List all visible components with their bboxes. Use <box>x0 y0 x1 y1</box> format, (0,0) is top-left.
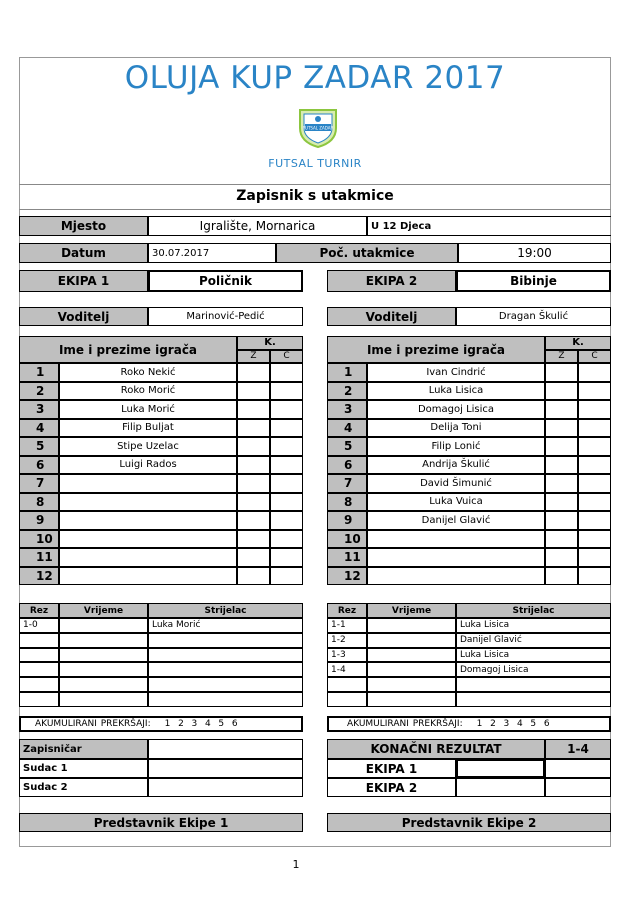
red-card-cell <box>578 548 611 567</box>
player-name: Filip Lonić <box>367 437 545 456</box>
team2-coach-label: Voditelj <box>327 307 456 326</box>
yellow-card-cell <box>237 456 270 475</box>
roster-header-z: Ž <box>545 350 578 364</box>
player-number: 1 <box>327 363 367 382</box>
yellow-card-cell <box>237 493 270 512</box>
team1-name: Poličnik <box>148 270 303 292</box>
red-card-cell <box>578 382 611 401</box>
pocetak-label: Poč. utakmice <box>276 243 458 263</box>
goal-score: 1-1 <box>327 618 367 633</box>
yellow-card-cell <box>545 456 578 475</box>
goals-header-strijelac: Strijelac <box>456 603 611 618</box>
team2-fouls <box>327 716 611 732</box>
red-card-cell <box>578 567 611 586</box>
roster-header-name: Ime i prezime igrača <box>327 336 545 363</box>
player-name: Luka Lisica <box>367 382 545 401</box>
player-number: 3 <box>327 400 367 419</box>
goal-score <box>19 633 59 648</box>
sudac2-label: Sudac 2 <box>19 778 148 797</box>
goal-time <box>367 677 456 692</box>
player-number: 12 <box>19 567 59 586</box>
document-title: Zapisnik s utakmice <box>236 188 394 204</box>
goals-header-rez: Rez <box>19 603 59 618</box>
roster-header-z: Ž <box>237 350 270 364</box>
fouls-numbers: 1 2 3 4 5 6 <box>164 719 238 729</box>
tournament-title: OLUJA KUP ZADAR 2017 <box>124 60 506 96</box>
zapisnicar-label: Zapisničar <box>19 739 148 759</box>
final-result-value: 1-4 <box>545 739 611 759</box>
goal-time <box>367 662 456 677</box>
player-number: 8 <box>19 493 59 512</box>
player-number: 5 <box>19 437 59 456</box>
fouls-label: AKUMULIRANI PREKRŠAJI: <box>347 719 463 729</box>
yellow-card-cell <box>545 474 578 493</box>
goal-scorer: Danijel Glavić <box>456 633 611 648</box>
player-name: Domagoj Lisica <box>367 400 545 419</box>
fouls-label: AKUMULIRANI PREKRŠAJI: <box>35 719 151 729</box>
red-card-cell <box>270 419 303 438</box>
result-ekipa2-value <box>456 778 545 797</box>
player-name: Luka Vuica <box>367 493 545 512</box>
goal-score <box>327 677 367 692</box>
futsal-zadar-logo <box>296 106 340 148</box>
goal-score: 1-3 <box>327 648 367 663</box>
goals-header-rez: Rez <box>327 603 367 618</box>
player-number: 9 <box>327 511 367 530</box>
yellow-card-cell <box>237 437 270 456</box>
player-number: 4 <box>19 419 59 438</box>
yellow-card-cell <box>237 567 270 586</box>
roster-header-c: C <box>578 350 611 364</box>
yellow-card-cell <box>545 567 578 586</box>
player-name <box>59 474 237 493</box>
goals-header-vrijeme: Vrijeme <box>59 603 148 618</box>
player-number: 11 <box>19 548 59 567</box>
player-name <box>59 530 237 549</box>
player-number: 10 <box>327 530 367 549</box>
goal-scorer <box>456 677 611 692</box>
player-number: 8 <box>327 493 367 512</box>
yellow-card-cell <box>545 493 578 512</box>
yellow-card-cell <box>237 548 270 567</box>
mjesto-label: Mjesto <box>19 216 148 236</box>
goal-score <box>327 692 367 707</box>
sudac2-value <box>148 778 303 797</box>
yellow-card-cell <box>545 382 578 401</box>
player-name: Stipe Uzelac <box>59 437 237 456</box>
player-number: 2 <box>327 382 367 401</box>
category-value: U 12 Djeca <box>367 216 458 236</box>
red-card-cell <box>578 437 611 456</box>
red-card-cell <box>578 530 611 549</box>
player-name: Andrija Škulić <box>367 456 545 475</box>
team1-representative: Predstavnik Ekipe 1 <box>19 813 303 832</box>
yellow-card-cell <box>237 382 270 401</box>
result-ekipa1-label: EKIPA 1 <box>327 759 456 778</box>
page-number: 1 <box>292 858 300 871</box>
red-card-cell <box>270 548 303 567</box>
player-number: 6 <box>327 456 367 475</box>
red-card-cell <box>270 363 303 382</box>
red-card-cell <box>578 474 611 493</box>
pocetak-value: 19:00 <box>458 243 611 263</box>
team1-fouls <box>19 716 303 732</box>
goal-time <box>59 677 148 692</box>
red-card-cell <box>270 437 303 456</box>
red-card-cell <box>270 382 303 401</box>
red-card-cell <box>270 567 303 586</box>
yellow-card-cell <box>545 511 578 530</box>
red-card-cell <box>578 511 611 530</box>
player-number: 1 <box>19 363 59 382</box>
goal-score: 1-4 <box>327 662 367 677</box>
goal-scorer: Luka Morić <box>148 618 303 633</box>
player-number: 5 <box>327 437 367 456</box>
yellow-card-cell <box>545 437 578 456</box>
yellow-card-cell <box>237 419 270 438</box>
player-name: Luigi Rados <box>59 456 237 475</box>
red-card-cell <box>270 456 303 475</box>
goal-time <box>59 692 148 707</box>
player-number: 12 <box>327 567 367 586</box>
goal-scorer <box>148 648 303 663</box>
goal-scorer <box>148 692 303 707</box>
yellow-card-cell <box>237 474 270 493</box>
goals-header-vrijeme: Vrijeme <box>367 603 456 618</box>
player-name <box>367 548 545 567</box>
goal-time <box>367 692 456 707</box>
team2-coach: Dragan Škulić <box>456 307 611 326</box>
goal-scorer <box>148 677 303 692</box>
red-card-cell <box>270 400 303 419</box>
team2-label: EKIPA 2 <box>327 270 456 292</box>
goal-score <box>19 648 59 663</box>
sudac1-label: Sudac 1 <box>19 759 148 778</box>
roster-header-k: K. <box>545 336 611 350</box>
red-card-cell <box>578 419 611 438</box>
goal-time <box>367 618 456 633</box>
yellow-card-cell <box>545 530 578 549</box>
result-ekipa2-label: EKIPA 2 <box>327 778 456 797</box>
roster-header-name: Ime i prezime igrača <box>19 336 237 363</box>
player-name: Danijel Glavić <box>367 511 545 530</box>
goal-time <box>59 662 148 677</box>
goal-score <box>19 677 59 692</box>
player-name: Delija Toni <box>367 419 545 438</box>
player-name <box>59 493 237 512</box>
goal-scorer: Domagoj Lisica <box>456 662 611 677</box>
mjesto-value: Igralište, Mornarica <box>148 216 367 236</box>
player-name <box>367 530 545 549</box>
goal-time <box>367 633 456 648</box>
goal-time <box>59 648 148 663</box>
goal-score <box>19 692 59 707</box>
player-name: David Šimunić <box>367 474 545 493</box>
red-card-cell <box>578 363 611 382</box>
team2-representative: Predstavnik Ekipe 2 <box>327 813 611 832</box>
goal-time <box>59 633 148 648</box>
yellow-card-cell <box>237 511 270 530</box>
goal-scorer <box>148 633 303 648</box>
team2-name: Bibinje <box>456 270 611 292</box>
goals-header-strijelac: Strijelac <box>148 603 303 618</box>
yellow-card-cell <box>237 530 270 549</box>
player-name <box>59 548 237 567</box>
player-number: 4 <box>327 419 367 438</box>
player-name <box>59 567 237 586</box>
player-number: 7 <box>327 474 367 493</box>
player-number: 10 <box>19 530 59 549</box>
red-card-cell <box>270 511 303 530</box>
player-name: Filip Buljat <box>59 419 237 438</box>
player-number: 11 <box>327 548 367 567</box>
yellow-card-cell <box>237 400 270 419</box>
goal-score: 1-0 <box>19 618 59 633</box>
datum-value: 30.07.2017 <box>148 243 276 263</box>
yellow-card-cell <box>545 363 578 382</box>
sudac1-value <box>148 759 303 778</box>
goal-score: 1-2 <box>327 633 367 648</box>
yellow-card-cell <box>237 363 270 382</box>
svg-text:FUTSAL ZADAR: FUTSAL ZADAR <box>302 125 334 131</box>
player-name: Luka Morić <box>59 400 237 419</box>
red-card-cell <box>270 493 303 512</box>
goal-scorer <box>456 692 611 707</box>
goal-scorer: Luka Lisica <box>456 618 611 633</box>
red-card-cell <box>270 474 303 493</box>
player-name <box>367 567 545 586</box>
player-number: 2 <box>19 382 59 401</box>
roster-header-k: K. <box>237 336 303 350</box>
player-name: Roko Morić <box>59 382 237 401</box>
player-name: Ivan Cindrić <box>367 363 545 382</box>
goal-time <box>367 648 456 663</box>
team1-label: EKIPA 1 <box>19 270 148 292</box>
yellow-card-cell <box>545 419 578 438</box>
zapisnicar-value <box>148 739 303 759</box>
roster-header-c: C <box>270 350 303 364</box>
player-number: 7 <box>19 474 59 493</box>
player-number: 3 <box>19 400 59 419</box>
goal-score <box>19 662 59 677</box>
goal-scorer: Luka Lisica <box>456 648 611 663</box>
red-card-cell <box>578 493 611 512</box>
player-number: 9 <box>19 511 59 530</box>
team1-coach-label: Voditelj <box>19 307 148 326</box>
red-card-cell <box>578 400 611 419</box>
player-name: Roko Nekić <box>59 363 237 382</box>
yellow-card-cell <box>545 400 578 419</box>
player-name <box>59 511 237 530</box>
goal-scorer <box>148 662 303 677</box>
team1-coach: Marinović-Pedić <box>148 307 303 326</box>
yellow-card-cell <box>545 548 578 567</box>
tournament-subtitle: FUTSAL TURNIR <box>268 157 362 170</box>
player-number: 6 <box>19 456 59 475</box>
result-ekipa1-value <box>456 759 545 778</box>
fouls-numbers: 1 2 3 4 5 6 <box>476 719 550 729</box>
red-card-cell <box>270 530 303 549</box>
red-card-cell <box>578 456 611 475</box>
final-result-label: KONAČNI REZULTAT <box>327 739 545 759</box>
goal-time <box>59 618 148 633</box>
datum-label: Datum <box>19 243 148 263</box>
